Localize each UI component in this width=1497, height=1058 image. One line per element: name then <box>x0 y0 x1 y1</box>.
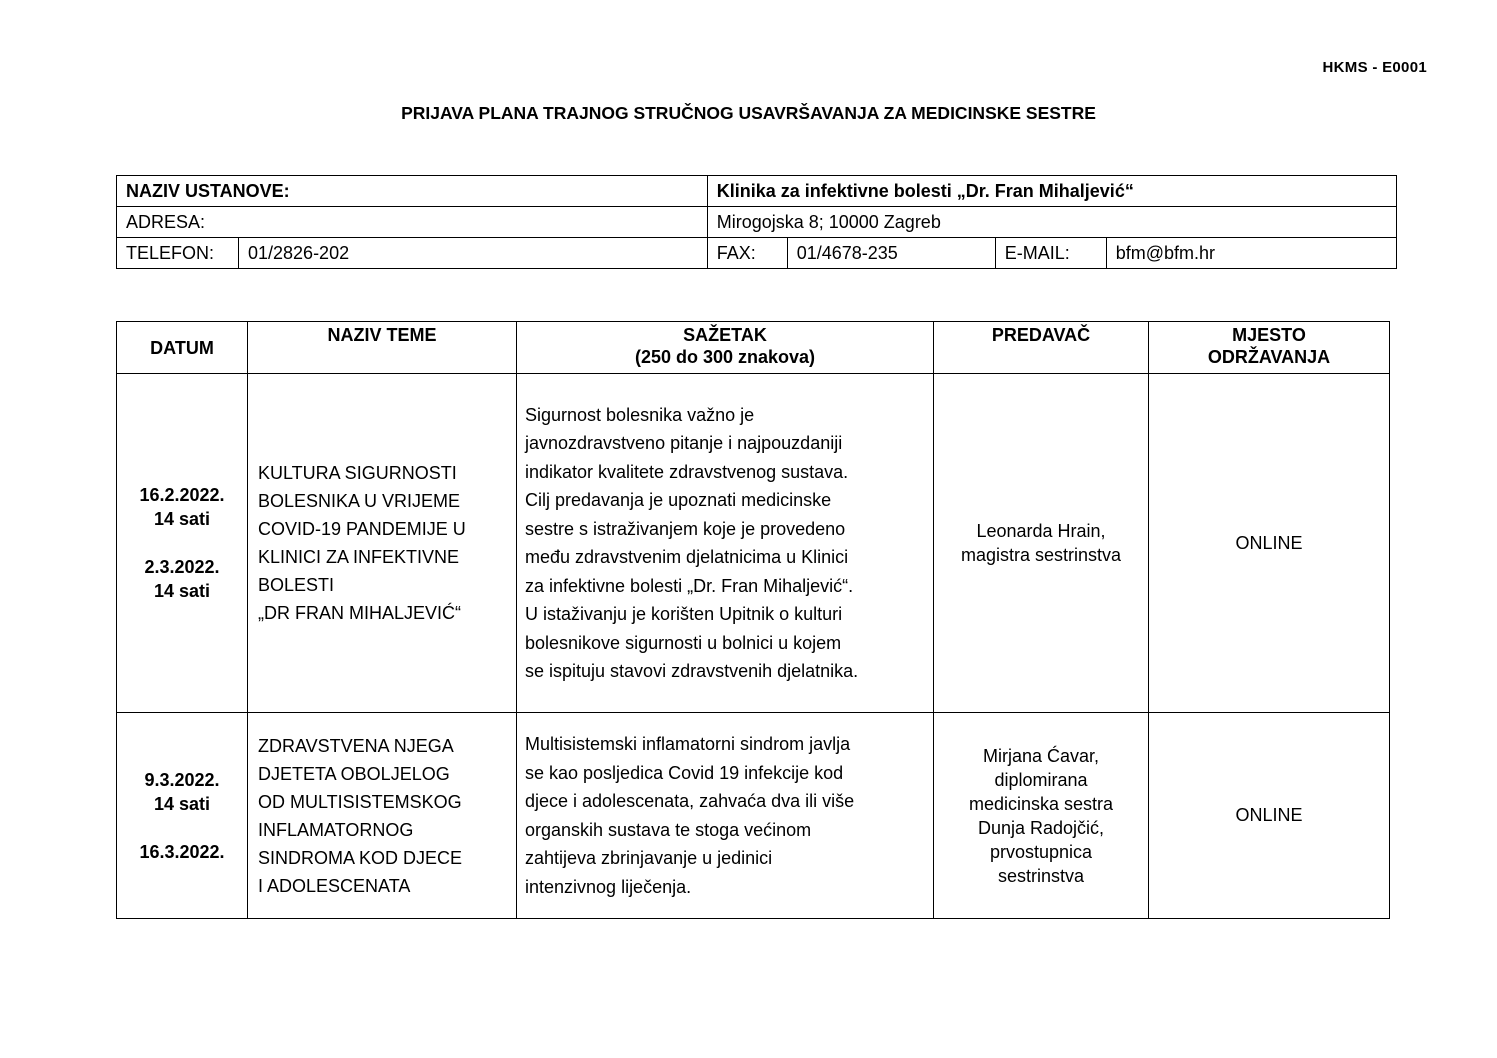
summary-line: indikator kvalitete zdravstvenog sustava. <box>525 461 849 482</box>
topic-line: „DR FRAN MIHALJEVIĆ“ <box>258 603 462 623</box>
institution-address-row <box>117 207 1397 238</box>
row-summary <box>517 374 934 713</box>
lecturer-line: diplomirana <box>994 769 1088 790</box>
summary-line: U istaživanju je korišten Upitnik o kulturi <box>525 604 843 624</box>
lecturer-line: prvostupnica <box>989 841 1093 862</box>
header-summary <box>517 322 934 374</box>
institution-name-value: Klinika za infektivne bolesti „Dr. Fran Mihaljević“ <box>707 176 1396 207</box>
lecturer-line: Leonarda Hrain, <box>976 521 1106 541</box>
header-topic: NAZIV TEME <box>248 322 517 374</box>
row-lecturer <box>934 713 1149 919</box>
time-value: 14 sati <box>153 581 211 601</box>
row-topic <box>248 374 517 713</box>
header-summary-title: SAŽETAK <box>683 325 767 345</box>
summary-line: bolesnikove sigurnosti u bolnici u kojem <box>525 632 842 653</box>
header-date: DATUM <box>117 322 248 374</box>
summary-line: se kao posljedica Covid 19 infekcije kod <box>525 762 844 783</box>
topic-line: OD MULTISISTEMSKOG <box>258 791 462 812</box>
table-row <box>117 374 1390 713</box>
phone-value: 01/2826-202 <box>239 238 708 269</box>
time-value: 14 sati <box>153 509 211 529</box>
summary-line: Sigurnost bolesnika važno je <box>525 404 755 425</box>
row-date <box>117 713 248 919</box>
topic-line: DJETETA OBOLJELOG <box>258 763 450 784</box>
summary-line: Multisistemski inflamatorni sindrom javlja <box>525 734 851 754</box>
header-lecturer: PREDAVAČ <box>934 322 1149 374</box>
time-value: 14 sati <box>153 793 211 814</box>
header-place-line1: MJESTO <box>1232 325 1306 345</box>
document-code: HKMS - E0001 <box>1322 59 1427 76</box>
page-title: PRIJAVA PLANA TRAJNOG STRUČNOG USAVRŠAVANJA ZA MEDICINSKE SESTRE <box>401 103 1096 123</box>
summary-line: djece i adolescenata, zahvaća dva ili više <box>525 791 855 811</box>
summary-line: za infektivne bolesti „Dr. Fran Mihaljević“. <box>525 575 854 596</box>
summary-line: zahtijeva zbrinjavanje u jedinici <box>525 848 773 868</box>
date-value: 16.3.2022. <box>139 841 225 862</box>
table-row <box>117 713 1390 919</box>
lecturer-line: Dunja Radojčić, <box>977 817 1105 838</box>
topic-line: ZDRAVSTVENA NJEGA <box>258 735 454 756</box>
row-date <box>117 374 248 713</box>
topic-line: I ADOLESCENATA <box>258 875 411 896</box>
plan-header-row <box>117 322 1390 374</box>
topic-line: KULTURA SIGURNOSTI <box>258 463 457 483</box>
fax-value: 01/4678-235 <box>787 238 995 269</box>
summary-line: intenzivnog liječenja. <box>525 876 692 897</box>
lecturer-line: magistra sestrinstva <box>960 545 1122 565</box>
date-value: 16.2.2022. <box>139 485 225 505</box>
topic-line: KLINICI ZA INFEKTIVNE <box>258 547 460 567</box>
topic-line: INFLAMATORNOG <box>258 819 414 840</box>
lecturer-line: medicinska sestra <box>968 793 1114 814</box>
summary-line: organskih sustava te stoga većinom <box>525 819 812 840</box>
header-summary-note: (250 do 300 znakova) <box>634 347 816 367</box>
date-value: 2.3.2022. <box>144 557 220 577</box>
institution-contact-row <box>117 238 1397 269</box>
address-value: Mirogojska 8; 10000 Zagreb <box>707 207 1396 238</box>
institution-table <box>116 175 1397 269</box>
row-topic <box>248 713 517 919</box>
plan-table <box>116 321 1390 919</box>
topic-line: BOLESTI <box>258 575 335 595</box>
fax-label: FAX: <box>707 238 787 269</box>
email-label: E-MAIL: <box>995 238 1106 269</box>
row-summary <box>517 713 934 919</box>
topic-line: SINDROMA KOD DJECE <box>258 847 463 868</box>
date-value: 9.3.2022. <box>144 769 220 790</box>
header-place-line2: ODRŽAVANJA <box>1207 347 1331 367</box>
row-lecturer <box>934 374 1149 713</box>
header-place <box>1149 322 1390 374</box>
lecturer-line: sestrinstva <box>997 865 1085 886</box>
topic-line: COVID-19 PANDEMIJE U <box>258 519 466 539</box>
row-place: ONLINE <box>1149 713 1390 919</box>
phone-label: TELEFON: <box>117 238 239 269</box>
institution-name-row <box>117 176 1397 207</box>
email-value: bfm@bfm.hr <box>1106 238 1396 269</box>
institution-name-label: NAZIV USTANOVE: <box>117 176 708 207</box>
summary-line: javnozdravstveno pitanje i najpouzdaniji <box>525 433 843 453</box>
address-label: ADRESA: <box>117 207 708 238</box>
topic-line: BOLESNIKA U VRIJEME <box>258 491 461 511</box>
lecturer-line: Mirjana Ćavar, <box>982 745 1100 766</box>
summary-line: među zdravstvenim djelatnicima u Klinici <box>525 547 849 567</box>
row-place: ONLINE <box>1149 374 1390 713</box>
summary-line: sestre s istraživanjem koje je provedeno <box>525 518 846 539</box>
summary-line: Cilj predavanja je upoznati medicinske <box>525 490 832 510</box>
summary-line: se ispituju stavovi zdravstvenih djelatnika. <box>525 661 859 681</box>
